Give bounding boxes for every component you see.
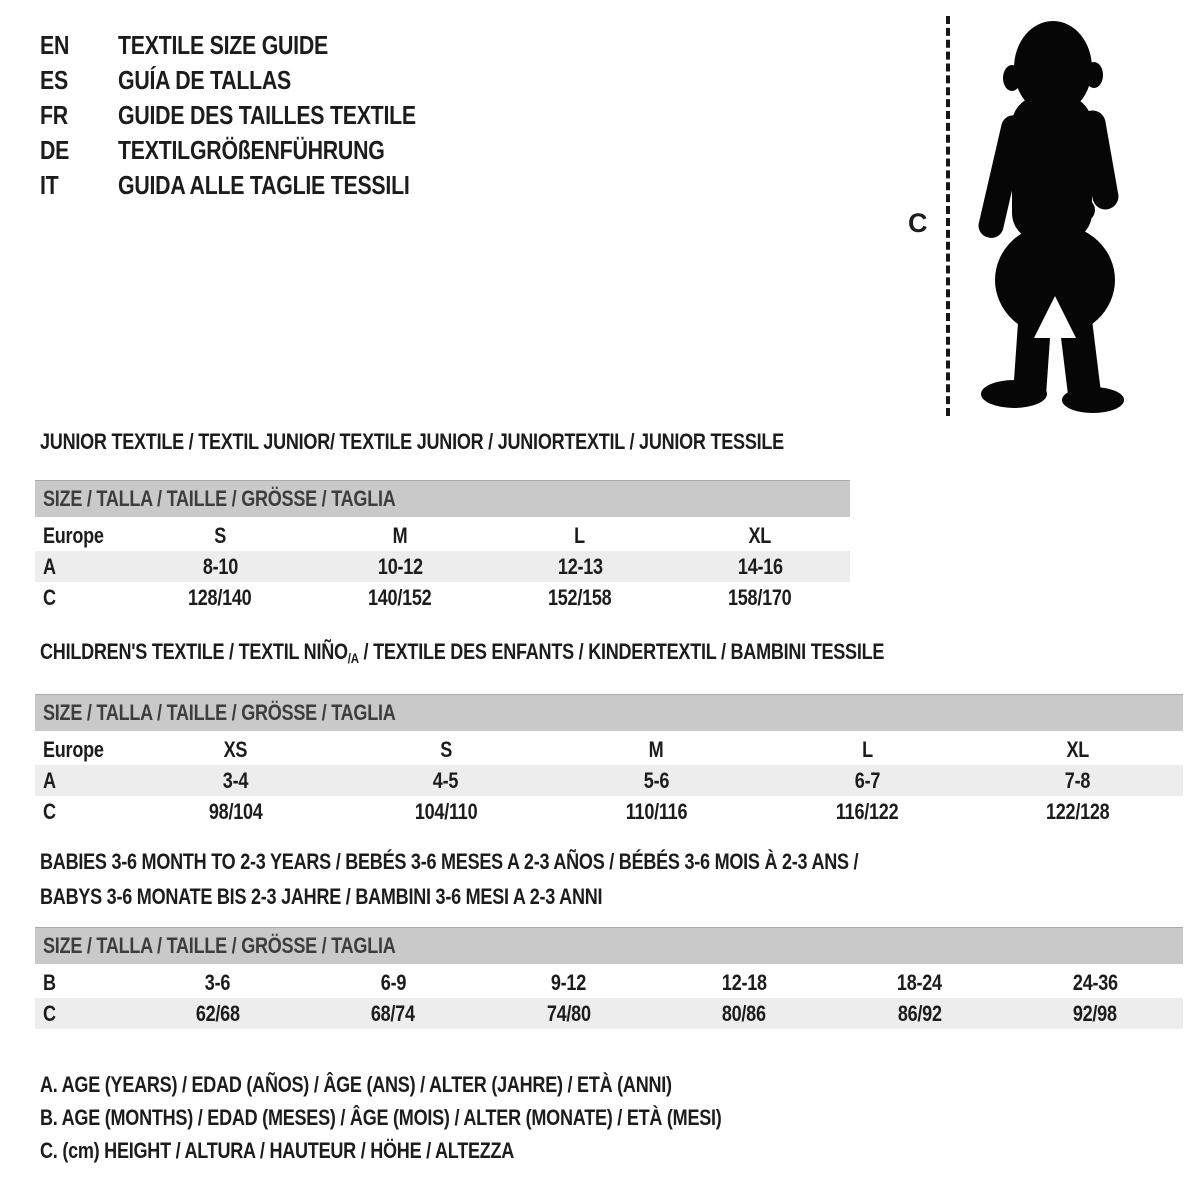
table-cell: 74/80	[546, 1000, 591, 1026]
table-cell: 98/104	[208, 798, 263, 824]
table-cell: 4-5	[433, 767, 459, 793]
table-cell: 9-12	[551, 969, 587, 995]
height-measure-line	[946, 16, 950, 416]
size-header-label: SIZE / TALLA / TAILLE / GRÖSSE / TAGLIA	[43, 700, 396, 725]
language-row	[40, 133, 481, 168]
size-header-bar	[35, 927, 1183, 964]
row-label: A	[43, 767, 56, 793]
table-cell: 12-18	[721, 969, 767, 995]
row-label: A	[43, 553, 56, 579]
table-cell: 6-9	[380, 969, 406, 995]
language-code: FR	[40, 100, 68, 130]
table-cell: 110/116	[625, 798, 688, 824]
table-cell: S	[439, 736, 452, 762]
table-cell: 10-12	[377, 553, 423, 579]
language-row	[40, 98, 481, 133]
height-measure-label: C	[908, 208, 928, 238]
language-code: ES	[40, 65, 68, 95]
babies-section-title-line2: BABYS 3-6 MONATE BIS 2-3 JAHRE / BAMBINI 3-6 MESI A 2-3 ANNI	[40, 884, 603, 909]
language-row	[40, 63, 481, 98]
table-row	[35, 551, 850, 582]
language-row	[40, 28, 481, 63]
table-cell: 68/74	[371, 1000, 416, 1026]
table-cell: S	[214, 522, 226, 548]
babies-section-title-line1: BABIES 3-6 MONTH TO 2-3 YEARS / BEBÉS 3-6 MESES A 2-3 AÑOS / BÉBÉS 3-6 MOIS À 2-3 ANS /	[40, 849, 859, 874]
guide-title-fr: GUIDE DES TAILLES TEXTILE	[118, 100, 416, 130]
table-cell: 92/98	[1073, 1000, 1118, 1026]
table-cell: 3-4	[222, 767, 248, 793]
table-cell: 6-7	[854, 767, 880, 793]
table-cell: 14-16	[737, 553, 783, 579]
table-row	[35, 520, 850, 551]
section-junior-textile	[35, 430, 850, 613]
language-code: EN	[40, 30, 70, 60]
footnote-c: C. (cm) HEIGHT / ALTURA / HAUTEUR / HÖHE / ALTEZZA	[40, 1138, 515, 1163]
guide-title-de: TEXTILGRÖßENFÜHRUNG	[118, 135, 385, 165]
size-header-bar	[35, 480, 850, 517]
language-code: DE	[40, 135, 70, 165]
guide-title-it: GUIDA ALLE TAGLIE TESSILI	[118, 170, 410, 200]
language-code: IT	[40, 170, 59, 200]
row-label: C	[43, 798, 56, 824]
table-cell: 128/140	[188, 584, 252, 610]
table-cell: 62/68	[195, 1000, 240, 1026]
table-cell: 5-6	[643, 767, 670, 793]
table-cell: M	[392, 522, 408, 548]
table-row	[35, 796, 1183, 827]
table-cell: 116/122	[835, 798, 899, 824]
language-row	[40, 168, 481, 203]
footnote-a: A. AGE (YEARS) / EDAD (AÑOS) / ÂGE (ANS) / ALTER (JAHRE) / ETÀ (ANNI)	[40, 1072, 672, 1097]
table-row	[35, 998, 1183, 1029]
junior-size-table	[35, 520, 850, 613]
row-label: C	[43, 1000, 56, 1026]
legend-footnotes	[40, 1068, 871, 1167]
row-label: Europe	[43, 736, 104, 762]
table-cell: 140/152	[368, 584, 432, 610]
table-cell: 122/128	[1045, 798, 1110, 824]
table-cell: 8-10	[202, 553, 238, 579]
row-label: C	[43, 584, 56, 610]
footnote-b: B. AGE (MONTHS) / EDAD (MESES) / ÂGE (MOIS) / ALTER (MONATE) / ETÀ (MESI)	[40, 1105, 722, 1130]
children-section-title: CHILDREN'S TEXTILE / TEXTIL NIÑO/A / TEXTILE DES ENFANTS / KINDERTEXTIL / BAMBINI TESSILE	[40, 639, 885, 666]
table-cell: L	[574, 522, 586, 548]
table-cell: L	[861, 736, 873, 762]
table-cell: 7-8	[1065, 767, 1091, 793]
table-cell: 152/158	[548, 584, 612, 610]
section-childrens-textile	[35, 640, 1183, 827]
babies-size-table	[35, 967, 1183, 1029]
table-cell: XL	[1066, 736, 1089, 762]
toddler-silhouette-icon	[960, 18, 1140, 420]
junior-section-title: JUNIOR TEXTILE / TEXTIL JUNIOR/ TEXTILE JUNIOR / JUNIORTEXTIL / JUNIOR TESSILE	[40, 429, 784, 454]
table-row	[35, 734, 1183, 765]
table-cell: XL	[748, 522, 772, 548]
guide-title-en: TEXTILE SIZE GUIDE	[118, 30, 328, 60]
section-babies-textile	[35, 844, 1183, 1029]
table-cell: XS	[223, 736, 248, 762]
size-header-label: SIZE / TALLA / TAILLE / GRÖSSE / TAGLIA	[43, 933, 396, 958]
table-row	[35, 765, 1183, 796]
guide-title-es: GUÍA DE TALLAS	[118, 65, 292, 95]
table-cell: 24-36	[1072, 969, 1118, 995]
table-row	[35, 967, 1183, 998]
table-cell: 12-13	[557, 553, 603, 579]
size-header-label: SIZE / TALLA / TAILLE / GRÖSSE / TAGLIA	[43, 486, 396, 511]
table-cell: 80/86	[722, 1000, 767, 1026]
table-cell: 158/170	[728, 584, 792, 610]
table-cell: 18-24	[897, 969, 943, 995]
title-subscript: /A	[347, 650, 359, 666]
table-row	[35, 582, 850, 613]
size-header-bar	[35, 694, 1183, 731]
table-cell: 3-6	[205, 969, 231, 995]
row-label: Europe	[43, 522, 104, 548]
row-label: B	[43, 969, 56, 995]
children-size-table	[35, 734, 1183, 827]
language-header	[40, 28, 481, 203]
table-cell: 86/92	[897, 1000, 942, 1026]
table-cell: 104/110	[414, 798, 478, 824]
table-cell: M	[649, 736, 664, 762]
